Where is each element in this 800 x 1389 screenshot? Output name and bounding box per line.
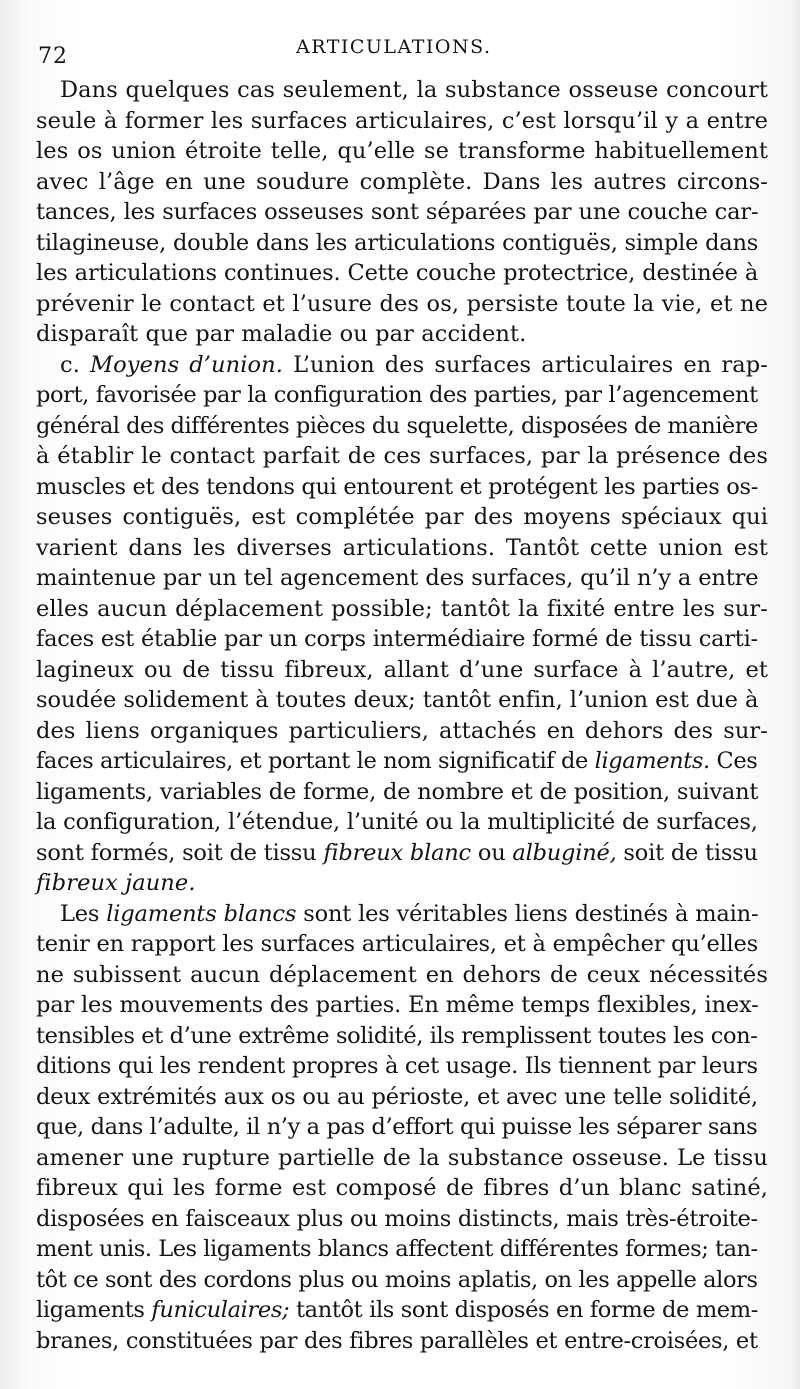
page-header	[0, 28, 800, 68]
text-segment: la configuration, l’étendue, l’unité ou la multiplicité de surfaces,	[36, 809, 758, 835]
text-segment: sont formés, soit de tissu	[36, 839, 324, 866]
text-segment: soit de tissu	[616, 839, 758, 866]
italic-text-segment: funiculaires;	[151, 1297, 290, 1323]
text-line	[32, 136, 772, 167]
text-segment: ou	[470, 839, 513, 866]
text-line	[32, 502, 772, 533]
text-segment: tantôt ils sont disposés en forme de mem-	[289, 1297, 758, 1323]
text-line	[32, 228, 772, 259]
text-line	[32, 1051, 772, 1082]
text-segment: des liens organiques particuliers, attachés en dehors des sur-	[36, 717, 768, 744]
text-segment: général des différentes pièces du squelette, disposées de manière	[36, 412, 758, 439]
text-segment: muscles et des tendons qui entourent et protégent les parties os-	[36, 473, 758, 500]
text-segment: prévenir le contact et l’usure des os, persiste toute la vie, et ne	[36, 290, 768, 317]
text-segment: ditions qui les rendent propres à cet usage. Ils tiennent par leurs	[36, 1053, 758, 1079]
text-line	[32, 777, 772, 808]
text-segment: faces articulaires, et portant le nom significatif de	[36, 748, 595, 774]
text-line	[32, 685, 772, 716]
text-segment: L’union des surfaces articulaires en rap-	[283, 351, 768, 378]
text-segment: c.	[60, 351, 90, 378]
text-line	[32, 1173, 772, 1204]
page-number: 72	[38, 44, 68, 69]
text-segment: sont les véritables liens destinés à main-	[296, 900, 759, 927]
text-line	[32, 1295, 772, 1326]
text-segment: tilagineuse, double dans les articulations contiguës, simple dans	[36, 229, 759, 256]
text-segment: avec l’âge en une soudure complète. Dans les autres circons-	[36, 168, 768, 195]
body-text	[32, 75, 772, 1356]
italic-text-segment: fibreux jaune.	[36, 870, 196, 896]
text-line	[32, 899, 772, 930]
text-line	[32, 624, 772, 655]
text-line	[32, 380, 772, 411]
text-line	[32, 1234, 772, 1265]
running-head: ARTICULATIONS.	[296, 36, 492, 58]
text-line	[32, 106, 772, 137]
text-segment: disparaît que par maladie ou par accident.	[36, 321, 527, 347]
text-line	[32, 594, 772, 625]
text-line	[32, 1326, 772, 1357]
text-line	[32, 1143, 772, 1174]
text-segment: maintenue par un tel agencement des surfaces, qu’il n’y a entre	[36, 565, 759, 591]
italic-text-segment: ligaments blancs	[106, 900, 297, 927]
text-line	[32, 411, 772, 442]
text-line	[32, 1021, 772, 1052]
text-segment: les articulations continues. Cette couche protectrice, destinée à	[36, 260, 759, 286]
text-segment: tenir en rapport les surfaces articulaires, et à empêcher qu’elles	[36, 931, 758, 957]
text-segment: Ces	[709, 748, 758, 774]
text-line	[32, 1204, 772, 1235]
text-segment: deux extrémités aux os ou au périoste, et avec une telle solidité,	[36, 1083, 758, 1110]
text-line	[32, 807, 772, 838]
text-line	[32, 929, 772, 960]
text-line	[32, 838, 772, 869]
italic-text-segment: albuginé,	[512, 839, 617, 866]
text-segment: port, favorisée par la configuration des parties, par l’agencement	[36, 382, 758, 408]
text-segment: Les	[60, 900, 107, 927]
text-line	[32, 350, 772, 381]
text-line	[32, 472, 772, 503]
text-segment: ne subissent aucun déplacement en dehors de ceux nécessités	[36, 961, 768, 988]
text-segment: disposées en faisceaux plus ou moins distincts, mais très-étroite-	[36, 1205, 758, 1232]
text-segment: seule à former les surfaces articulaires, c’est lorsqu’il y a entre	[36, 107, 768, 134]
text-segment: à établir le contact parfait de ces surfaces, par la présence des	[36, 443, 768, 469]
text-segment: lagineux ou de tissu fibreux, allant d’une surface à l’autre, et	[36, 656, 768, 683]
text-segment: Dans quelques cas seulement, la substance osseuse concourt	[60, 77, 768, 103]
text-segment: tances, les surfaces osseuses sont séparées par une couche car-	[36, 199, 759, 225]
text-line	[32, 258, 772, 289]
text-line	[32, 197, 772, 228]
text-segment: elles aucun déplacement possible; tantôt la fixité entre les sur-	[36, 595, 768, 622]
text-line	[32, 1112, 772, 1143]
text-segment: branes, constituées par des fibres parallèles et entre-croisées, et	[36, 1327, 758, 1354]
text-line	[32, 167, 772, 198]
text-segment: tôt ce sont des cordons plus ou moins aplatis, on les appelle alors	[36, 1266, 758, 1293]
text-line	[32, 868, 772, 899]
text-segment: faces est établie par un corps intermédiaire formé de tissu carti-	[36, 626, 758, 652]
italic-text-segment: fibreux blanc	[323, 839, 471, 866]
text-segment: ligaments, variables de forme, de nombre et de position, suivant	[36, 778, 759, 805]
text-line	[32, 563, 772, 594]
text-line	[32, 319, 772, 350]
text-line	[32, 990, 772, 1021]
text-segment: tensibles et d’une extrême solidité, ils remplissent toutes les con-	[36, 1022, 758, 1049]
text-segment: soudée solidement à toutes deux; tantôt enfin, l’union est due à	[36, 687, 759, 713]
text-line	[32, 655, 772, 686]
text-line	[32, 289, 772, 320]
text-line	[32, 960, 772, 991]
text-segment: les os union étroite telle, qu’elle se transforme habituellement	[36, 138, 768, 164]
text-segment: ligaments	[36, 1297, 152, 1323]
text-line	[32, 441, 772, 472]
text-line	[32, 1265, 772, 1296]
text-segment: amener une rupture partielle de la substance osseuse. Le tissu	[36, 1144, 768, 1171]
text-segment: fibreux qui les forme est composé de fibres d’un blanc satiné,	[36, 1175, 768, 1201]
italic-text-segment: ligaments.	[594, 748, 710, 774]
text-segment: ment unis. Les ligaments blancs affectent différentes formes; tan-	[36, 1236, 758, 1262]
text-segment: par les mouvements des parties. En même temps flexibles, inex-	[36, 992, 759, 1018]
text-segment: varient dans les diverses articulations. Tantôt cette union est	[36, 534, 768, 561]
text-line	[32, 75, 772, 106]
text-segment: seuses contiguës, est complétée par des moyens spéciaux qui	[36, 504, 768, 530]
text-line	[32, 533, 772, 564]
italic-text-segment: Moyens d’union.	[90, 351, 284, 378]
text-segment: que, dans l’adulte, il n’y a pas d’effort qui puisse les séparer sans	[36, 1114, 758, 1140]
text-line	[32, 746, 772, 777]
text-line	[32, 716, 772, 747]
text-line	[32, 1082, 772, 1113]
